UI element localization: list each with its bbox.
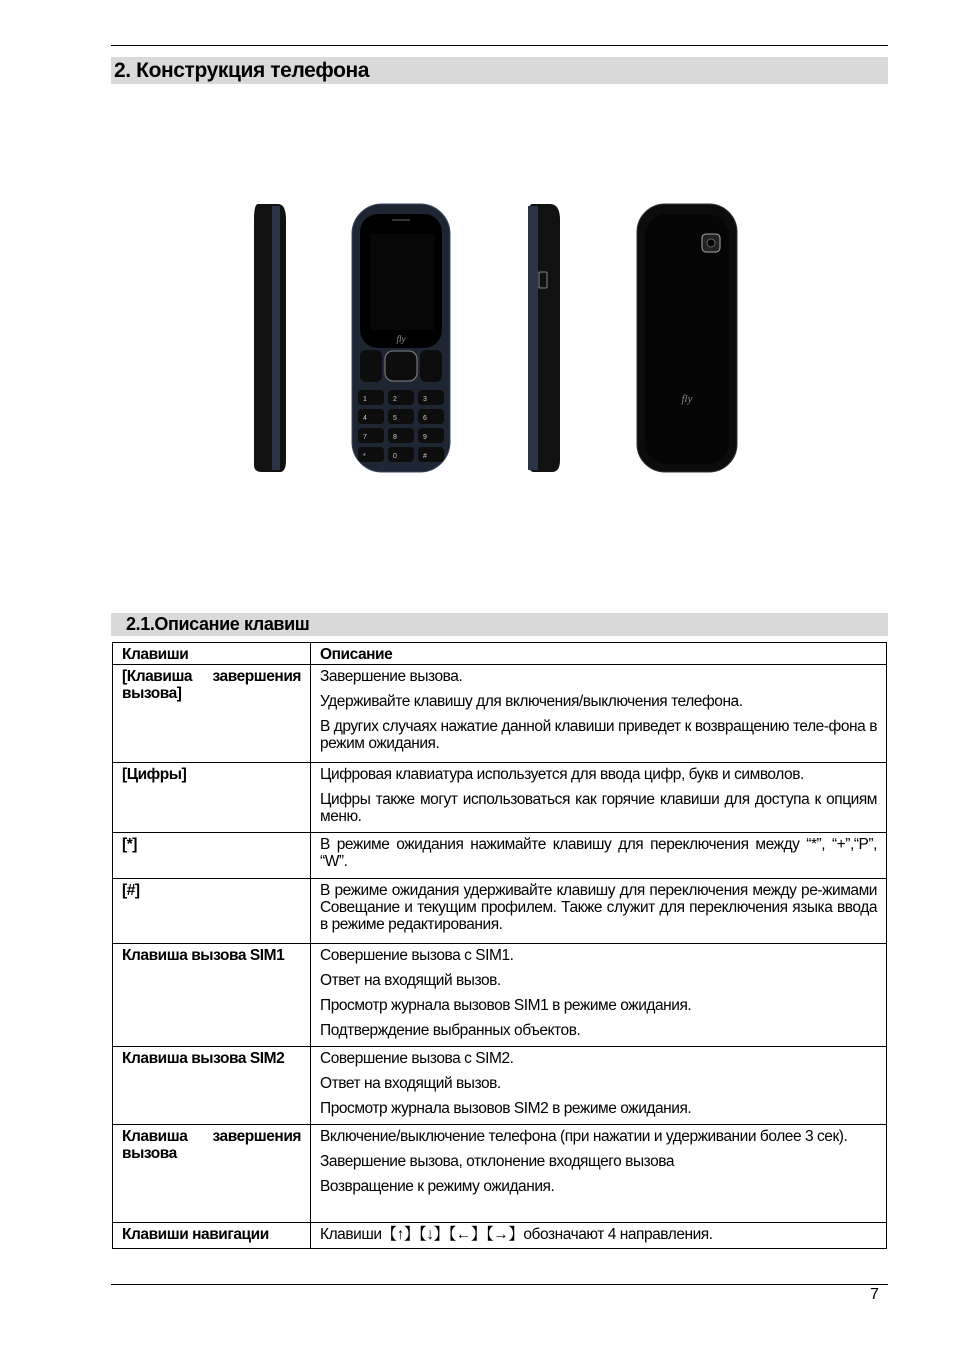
- desc-line: Ответ на входящий вызов.: [320, 972, 501, 989]
- table-row: [113, 944, 887, 1047]
- key-cell: [Цифры]: [113, 763, 311, 833]
- desc-line: Подтверждение выбранных объектов.: [320, 1022, 581, 1039]
- subsection-title: 2.1.Описание клавиш: [111, 613, 888, 636]
- svg-text:fly: fly: [396, 334, 406, 344]
- key-cell: Клавиша вызова SIM1: [113, 944, 311, 1047]
- desc-line: Просмотр журнала вызовов SIM2 в режиме ожидания.: [320, 1100, 692, 1117]
- desc-line: Ответ на входящий вызов.: [320, 1075, 501, 1092]
- svg-text:8: 8: [393, 434, 397, 441]
- table-row: [113, 763, 887, 833]
- svg-text:#: #: [423, 453, 427, 460]
- svg-text:5: 5: [393, 415, 397, 422]
- top-rule: [111, 45, 888, 46]
- desc-cell: [311, 665, 887, 763]
- section-title: 2. Конструкция телефона: [111, 57, 888, 84]
- svg-text:fly: fly: [681, 393, 693, 405]
- table-row: [113, 1223, 887, 1249]
- key-cell: [#]: [113, 879, 311, 944]
- phone-side-right: [528, 204, 560, 472]
- desc-cell: [311, 1125, 887, 1223]
- page-number: 7: [870, 1286, 879, 1303]
- svg-text:9: 9: [423, 434, 427, 441]
- desc-line: В режиме ожидания нажимайте клавишу для переключения между “*”, “+”,“P”, “W”.: [320, 836, 877, 870]
- svg-text:*: *: [363, 453, 366, 460]
- desc-cell: [311, 833, 887, 879]
- footer-rule: [111, 1284, 888, 1285]
- desc-line: Совершение вызова с SIM2.: [320, 1050, 514, 1067]
- key-cell: Клавиши навигации: [113, 1223, 311, 1249]
- desc-cell: [311, 763, 887, 833]
- table-header-row: [113, 643, 887, 665]
- phone-side-left: [254, 204, 286, 472]
- svg-text:7: 7: [363, 434, 367, 441]
- desc-line: Цифры также могут использоваться как горячие клавиши для доступа к опциям меню.: [320, 791, 877, 825]
- phone-front: [352, 204, 450, 472]
- desc-line: В других случаях нажатие данной клавиши приведет к возвращению теле-фона в режим ожидания.: [320, 718, 877, 752]
- desc-line: В режиме ожидания удерживайте клавишу для переключения между ре-жимами Совещание и текущим профилем. Также служит для переключения языка ввода в режиме редактирования.: [320, 882, 877, 933]
- phone-views-image: [250, 200, 740, 480]
- table-row: [113, 1125, 887, 1223]
- keys-table: [112, 642, 887, 1249]
- desc-cell: [311, 1223, 887, 1249]
- desc-line: Включение/выключение телефона (при нажатии и удерживании более 3 сек).: [320, 1128, 848, 1145]
- table-row: [113, 665, 887, 763]
- svg-text:0: 0: [393, 453, 397, 460]
- table-row: [113, 833, 887, 879]
- svg-text:1: 1: [363, 396, 367, 403]
- desc-line: Возвращение к режиму ожидания.: [320, 1178, 555, 1195]
- svg-text:6: 6: [423, 415, 427, 422]
- desc-line: Удерживайте клавишу для включения/выключения телефона.: [320, 693, 743, 710]
- svg-text:2: 2: [393, 396, 397, 403]
- desc-line: Клавиши【↑】【↓】【←】【→】обозначают 4 направления.: [320, 1226, 713, 1243]
- desc-line: Просмотр журнала вызовов SIM1 в режиме ожидания.: [320, 997, 692, 1014]
- key-cell: Клавиша завершения вызова: [113, 1125, 311, 1223]
- desc-line: Совершение вызова с SIM1.: [320, 947, 514, 964]
- desc-line: Цифровая клавиатура используется для ввода цифр, букв и символов.: [320, 766, 804, 783]
- key-cell: Клавиша вызова SIM2: [113, 1047, 311, 1125]
- key-cell: [*]: [113, 833, 311, 879]
- svg-text:3: 3: [423, 396, 427, 403]
- header-description: Описание: [311, 643, 887, 665]
- desc-cell: [311, 944, 887, 1047]
- key-cell: [Клавиша завершения вызова]: [113, 665, 311, 763]
- table-row: [113, 879, 887, 944]
- desc-line: Завершение вызова.: [320, 668, 463, 685]
- phone-back: [637, 204, 737, 472]
- desc-line: Завершение вызова, отклонение входящего вызова: [320, 1153, 675, 1170]
- desc-cell: [311, 879, 887, 944]
- desc-cell: [311, 1047, 887, 1125]
- svg-text:4: 4: [363, 415, 367, 422]
- header-keys: Клавиши: [113, 643, 311, 665]
- table-row: [113, 1047, 887, 1125]
